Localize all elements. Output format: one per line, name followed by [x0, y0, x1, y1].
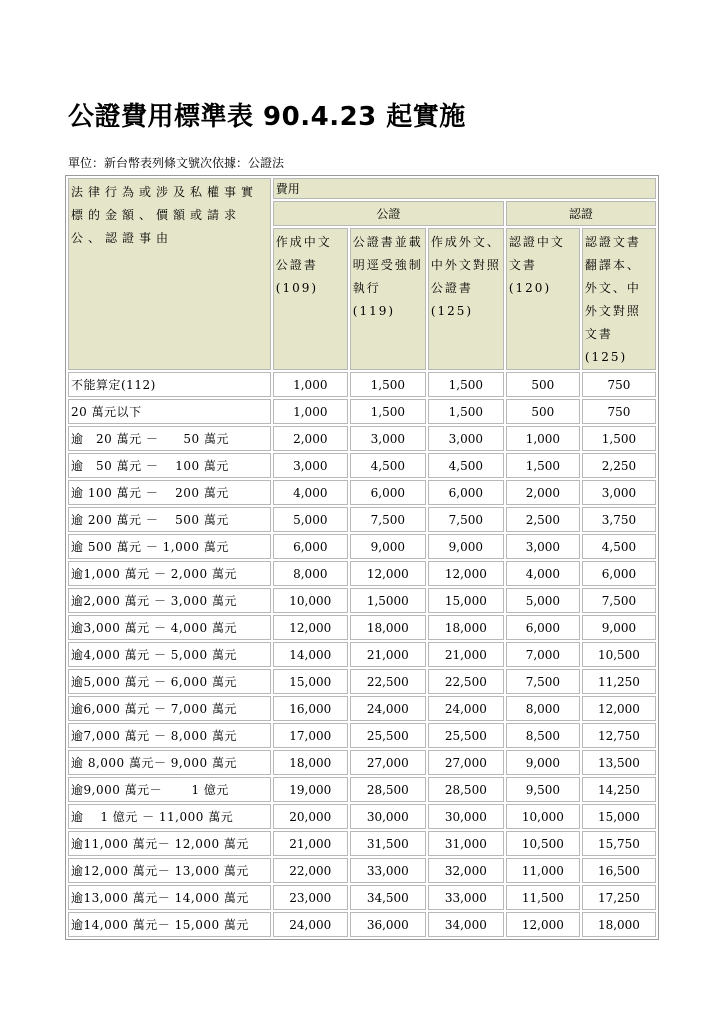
amount-range-cell: 不能算定(112) [68, 372, 271, 397]
amount-range-cell: 逾1,000 萬元 － 2,000 萬元 [68, 561, 271, 586]
table-row [68, 588, 656, 613]
fee-cell: 32,000 [428, 858, 504, 883]
table-row [68, 507, 656, 532]
fee-cell: 24,000 [350, 696, 426, 721]
fee-cell: 21,000 [350, 642, 426, 667]
fee-cell: 20,000 [273, 804, 348, 829]
fee-cell: 1,500 [428, 399, 504, 424]
amount-range-cell: 逾 1 億元 － 11,000 萬元 [68, 804, 271, 829]
fee-cell: 1,500 [582, 426, 656, 451]
column-header: 作成外文、中外文對照公證書(125) [428, 228, 504, 370]
table-row [68, 831, 656, 856]
fee-cell: 7,500 [350, 507, 426, 532]
amount-range-cell: 逾2,000 萬元 － 3,000 萬元 [68, 588, 271, 613]
fee-cell: 28,500 [350, 777, 426, 802]
fee-cell: 3,000 [273, 453, 348, 478]
fee-cell: 16,000 [273, 696, 348, 721]
fee-cell: 15,000 [582, 804, 656, 829]
fee-cell: 8,000 [273, 561, 348, 586]
fee-cell: 19,000 [273, 777, 348, 802]
fee-cell: 4,000 [506, 561, 580, 586]
fee-cell: 31,000 [428, 831, 504, 856]
amount-range-cell: 逾 20 萬元 － 50 萬元 [68, 426, 271, 451]
fee-cell: 4,500 [582, 534, 656, 559]
fee-cell: 15,750 [582, 831, 656, 856]
amount-range-cell: 20 萬元以下 [68, 399, 271, 424]
fee-cell: 18,000 [582, 912, 656, 937]
fee-table [65, 175, 659, 940]
fee-cell: 33,000 [350, 858, 426, 883]
fee-cell: 2,000 [273, 426, 348, 451]
header-fees: 費用 [273, 178, 656, 199]
fee-cell: 6,000 [273, 534, 348, 559]
table-row [68, 372, 656, 397]
fee-table-body [68, 372, 656, 937]
amount-range-cell: 逾9,000 萬元－ 1 億元 [68, 777, 271, 802]
fee-cell: 2,250 [582, 453, 656, 478]
table-row [68, 534, 656, 559]
fee-cell: 6,000 [506, 615, 580, 640]
table-row [68, 804, 656, 829]
fee-cell: 16,500 [582, 858, 656, 883]
header-description: 法律行為或涉及私權事實標的金額、價額或請求公、認證事由 [68, 178, 271, 370]
column-header: 認證文書翻譯本、外文、中外文對照文書(125) [582, 228, 656, 370]
fee-cell: 6,000 [582, 561, 656, 586]
fee-cell: 7,500 [428, 507, 504, 532]
fee-cell: 10,000 [273, 588, 348, 613]
fee-cell: 21,000 [428, 642, 504, 667]
fee-cell: 4,500 [428, 453, 504, 478]
amount-range-cell: 逾 8,000 萬元－ 9,000 萬元 [68, 750, 271, 775]
table-row [68, 480, 656, 505]
amount-range-cell: 逾13,000 萬元－ 14,000 萬元 [68, 885, 271, 910]
fee-cell: 500 [506, 399, 580, 424]
fee-cell: 1,500 [350, 372, 426, 397]
table-row [68, 615, 656, 640]
fee-cell: 25,500 [428, 723, 504, 748]
fee-cell: 27,000 [428, 750, 504, 775]
fee-cell: 31,500 [350, 831, 426, 856]
amount-range-cell: 逾5,000 萬元 － 6,000 萬元 [68, 669, 271, 694]
fee-cell: 5,000 [506, 588, 580, 613]
fee-cell: 7,500 [506, 669, 580, 694]
fee-cell: 14,250 [582, 777, 656, 802]
amount-range-cell: 逾 100 萬元 － 200 萬元 [68, 480, 271, 505]
fee-cell: 10,000 [506, 804, 580, 829]
amount-range-cell: 逾 200 萬元 － 500 萬元 [68, 507, 271, 532]
fee-cell: 34,000 [428, 912, 504, 937]
fee-cell: 8,000 [506, 696, 580, 721]
fee-cell: 9,000 [582, 615, 656, 640]
amount-range-cell: 逾14,000 萬元－ 15,000 萬元 [68, 912, 271, 937]
fee-cell: 1,5000 [350, 588, 426, 613]
fee-cell: 21,000 [273, 831, 348, 856]
unit-note: 單位：新台幣表列條文號次依據：公證法 [68, 156, 285, 170]
fee-cell: 6,000 [350, 480, 426, 505]
fee-cell: 2,000 [506, 480, 580, 505]
fee-cell: 12,750 [582, 723, 656, 748]
table-row [68, 885, 656, 910]
column-header: 作成中文公證書(109) [273, 228, 348, 370]
fee-cell: 22,500 [428, 669, 504, 694]
column-header: 公證書並載明逕受強制執行(119) [350, 228, 426, 370]
fee-cell: 2,500 [506, 507, 580, 532]
fee-cell: 22,000 [273, 858, 348, 883]
fee-cell: 1,000 [273, 372, 348, 397]
fee-cell: 17,000 [273, 723, 348, 748]
fee-cell: 17,250 [582, 885, 656, 910]
fee-cell: 3,000 [506, 534, 580, 559]
amount-range-cell: 逾12,000 萬元－ 13,000 萬元 [68, 858, 271, 883]
fee-cell: 27,000 [350, 750, 426, 775]
fee-cell: 750 [582, 399, 656, 424]
header-notarization: 公證 [273, 201, 504, 226]
table-row [68, 669, 656, 694]
fee-cell: 1,500 [506, 453, 580, 478]
table-row [68, 696, 656, 721]
fee-cell: 5,000 [273, 507, 348, 532]
fee-cell: 36,000 [350, 912, 426, 937]
amount-range-cell: 逾11,000 萬元－ 12,000 萬元 [68, 831, 271, 856]
column-header: 認證中文文書(120) [506, 228, 580, 370]
fee-cell: 13,500 [582, 750, 656, 775]
fee-cell: 4,500 [350, 453, 426, 478]
fee-cell: 500 [506, 372, 580, 397]
fee-cell: 9,000 [506, 750, 580, 775]
amount-range-cell: 逾 500 萬元 － 1,000 萬元 [68, 534, 271, 559]
table-row [68, 912, 656, 937]
fee-cell: 12,000 [582, 696, 656, 721]
fee-cell: 4,000 [273, 480, 348, 505]
fee-cell: 28,500 [428, 777, 504, 802]
table-row [68, 399, 656, 424]
fee-cell: 1,000 [506, 426, 580, 451]
fee-cell: 1,000 [273, 399, 348, 424]
fee-cell: 12,000 [506, 912, 580, 937]
fee-cell: 25,500 [350, 723, 426, 748]
table-row [68, 642, 656, 667]
table-row [68, 723, 656, 748]
fee-cell: 18,000 [350, 615, 426, 640]
fee-cell: 3,000 [350, 426, 426, 451]
fee-cell: 10,500 [582, 642, 656, 667]
fee-cell: 12,000 [350, 561, 426, 586]
fee-cell: 12,000 [273, 615, 348, 640]
fee-cell: 24,000 [273, 912, 348, 937]
fee-cell: 9,000 [428, 534, 504, 559]
fee-cell: 3,000 [582, 480, 656, 505]
table-row [68, 858, 656, 883]
fee-cell: 15,000 [273, 669, 348, 694]
fee-cell: 11,500 [506, 885, 580, 910]
table-row [68, 561, 656, 586]
page-title: 公證費用標準表 90.4.23 起實施 [68, 102, 466, 132]
fee-cell: 3,000 [428, 426, 504, 451]
amount-range-cell: 逾4,000 萬元 － 5,000 萬元 [68, 642, 271, 667]
fee-cell: 8,500 [506, 723, 580, 748]
fee-cell: 11,250 [582, 669, 656, 694]
fee-cell: 18,000 [273, 750, 348, 775]
amount-range-cell: 逾3,000 萬元 － 4,000 萬元 [68, 615, 271, 640]
fee-cell: 3,750 [582, 507, 656, 532]
fee-cell: 6,000 [428, 480, 504, 505]
fee-cell: 33,000 [428, 885, 504, 910]
fee-cell: 34,500 [350, 885, 426, 910]
fee-cell: 750 [582, 372, 656, 397]
table-row [68, 426, 656, 451]
fee-cell: 30,000 [350, 804, 426, 829]
fee-cell: 7,500 [582, 588, 656, 613]
fee-cell: 9,000 [350, 534, 426, 559]
amount-range-cell: 逾 50 萬元 － 100 萬元 [68, 453, 271, 478]
fee-cell: 22,500 [350, 669, 426, 694]
fee-cell: 23,000 [273, 885, 348, 910]
fee-cell: 10,500 [506, 831, 580, 856]
fee-cell: 12,000 [428, 561, 504, 586]
fee-cell: 24,000 [428, 696, 504, 721]
amount-range-cell: 逾7,000 萬元 － 8,000 萬元 [68, 723, 271, 748]
table-row [68, 453, 656, 478]
header-certification: 認證 [506, 201, 656, 226]
fee-cell: 9,500 [506, 777, 580, 802]
amount-range-cell: 逾6,000 萬元 － 7,000 萬元 [68, 696, 271, 721]
fee-cell: 14,000 [273, 642, 348, 667]
fee-cell: 15,000 [428, 588, 504, 613]
fee-cell: 1,500 [428, 372, 504, 397]
fee-cell: 1,500 [350, 399, 426, 424]
fee-cell: 11,000 [506, 858, 580, 883]
table-row [68, 777, 656, 802]
fee-cell: 7,000 [506, 642, 580, 667]
fee-cell: 18,000 [428, 615, 504, 640]
table-row [68, 750, 656, 775]
fee-cell: 30,000 [428, 804, 504, 829]
